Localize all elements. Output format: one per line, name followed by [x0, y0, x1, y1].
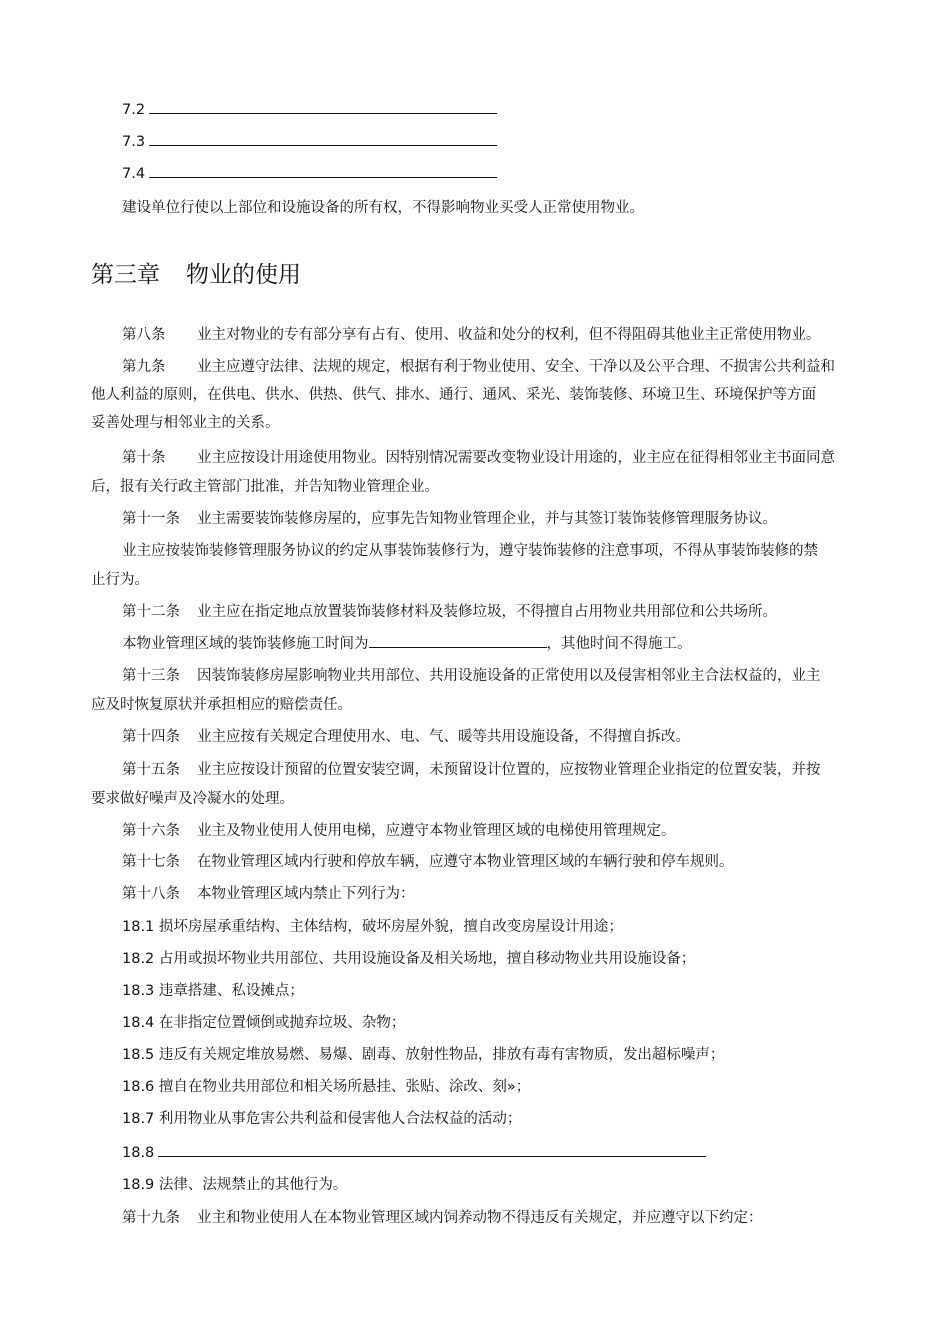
article-19: 第十九条 业主和物业使用人在本物业管理区域内饲养动物不得违反有关规定，并应遵守以下约定：	[122, 1210, 763, 1226]
chapter-heading: 第三章 物业的使用	[91, 262, 301, 288]
article-12: 第十二条 业主应在指定地点放置装饰装修材料及装修垃圾，不得擅自占用物业共用部位和公共场所。	[122, 604, 777, 620]
list-item-18-5: 18.5 违反有关规定堆放易燃、易爆、剧毒、放射性物品，排放有毒有害物质，发出超标噪声；	[122, 1047, 725, 1063]
item-7-3: 7.3	[122, 132, 497, 152]
article-9-line3: 妥善处理与相邻业主的关系。	[91, 415, 280, 431]
article-11: 第十一条 业主需要装饰装修房屋的，应事先告知物业管理企业，并与其签订装饰装修管理服务协议。	[122, 511, 777, 527]
article-11b-line2: 止行为。	[91, 572, 149, 588]
article-10-line2: 后，报有关行政主管部门批准，并告知物业管理企业。	[91, 479, 439, 495]
article-13-line1: 第十三条 因装饰装修房屋影响物业共用部位、共用设施设备的正常使用以及侵害相邻业主合法权益的，业主	[122, 668, 821, 684]
article-10-line1: 第十条 业主应按设计用途使用物业。因特别情况需要改变物业设计用途的，业主应在征得相邻业主书面同意	[122, 450, 835, 466]
article-15-line2: 要求做好噪声及冷凝水的处理。	[91, 791, 294, 807]
list-item-18-4: 18.4 在非指定位置倾倒或抛弃垃圾、杂物；	[122, 1015, 406, 1031]
ownership-note: 建设单位行使以上部位和设施设备的所有权，不得影响物业买受人正常使用物业。	[122, 200, 644, 216]
article-12b: 本物业管理区域的装饰装修施工时间为 ，其他时间不得施工。	[122, 636, 692, 652]
fill-in-blank	[149, 164, 497, 178]
list-item-18-1: 18.1 损坏房屋承重结构、主体结构，破坏房屋外貌，擅自改变房屋设计用途；	[122, 919, 623, 935]
article-17: 第十七条 在物业管理区域内行驶和停放车辆，应遵守本物业管理区域的车辆行驶和停车规则。	[122, 854, 734, 870]
article-8: 第八条 业主对物业的专有部分享有占有、使用、收益和处分的权利，但不得阻碍其他业主正常使用物业。	[122, 327, 821, 343]
article-14: 第十四条 业主应按有关规定合理使用水、电、气、暖等共用设施设备，不得擅自拆改。	[122, 729, 690, 745]
list-item-18-8: 18.8	[122, 1143, 706, 1163]
list-item-18-3: 18.3 违章搭建、私设摊点；	[122, 983, 304, 999]
list-item-18-2: 18.2 占用或损坏物业共用部位、共用设施设备及相关场地，擅自移动物业共用设施设备；	[122, 951, 696, 967]
list-item-18-9: 18.9 法律、法规禁止的其他行为。	[122, 1177, 348, 1193]
article-18: 第十八条 本物业管理区域内禁止下列行为：	[122, 886, 415, 902]
item-7-2: 7.2	[122, 100, 497, 120]
article-11b-line1: 业主应按装饰装修管理服务协议的约定从事装饰装修行为，遵守装饰装修的注意事项，不得从事装饰装修的禁	[122, 543, 818, 559]
fill-in-blank	[149, 100, 497, 114]
article-13-line2: 应及时恢复原状并承担相应的赔偿责任。	[91, 697, 352, 713]
list-item-18-6: 18.6 擅自在物业共用部位和相关场所悬挂、张贴、涂改、刻»；	[122, 1079, 531, 1095]
construction-time-blank	[369, 634, 547, 648]
article-15-line1: 第十五条 业主应按设计预留的位置安装空调，未预留设计位置的，应按物业管理企业指定的位置安装，并按	[122, 762, 821, 778]
item-7-4: 7.4	[122, 164, 497, 184]
list-item-18-7: 18.7 利用物业从事危害公共利益和侵害他人合法权益的活动；	[122, 1111, 522, 1127]
article-9-line2: 他人利益的原则，在供电、供水、供热、供气、排水、通行、通风、采光、装饰装修、环境卫生、环境保护等方面	[91, 387, 816, 403]
fill-in-blank	[149, 132, 497, 146]
article-16: 第十六条 业主及物业使用人使用电梯，应遵守本物业管理区域的电梯使用管理规定。	[122, 823, 676, 839]
fill-in-blank	[158, 1143, 706, 1157]
article-9-line1: 第九条 业主应遵守法律、法规的规定，根据有利于物业使用、安全、干净以及公平合理、不损害公共利益和	[122, 359, 835, 375]
